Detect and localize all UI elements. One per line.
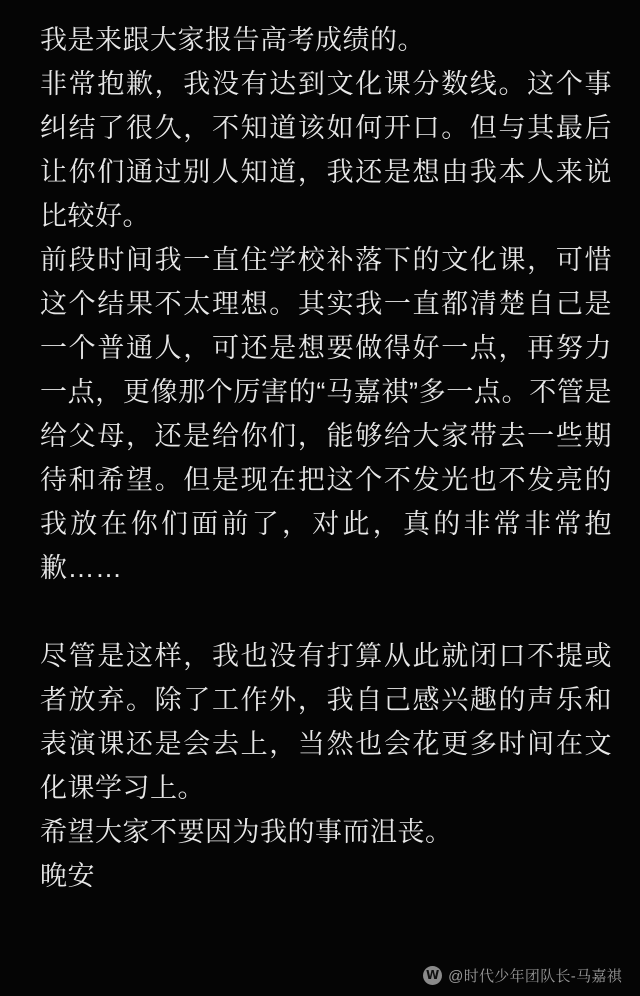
weibo-icon: W — [423, 966, 442, 985]
post-paragraph: 前段时间我一直住学校补落下的文化课，可惜这个结果不太理想。其实我一直都清楚自己是一个普通人，可还是想要做得好一点，再努力一点，更像那个厉害的“马嘉祺”多一点。不管是给父母，还是给你们，能够给大家带去一些期待和希望。但是现在把这个不发光也不发亮的我放在你们面前了，对此，真的非常非常抱歉…… — [40, 245, 612, 583]
post-text-body — [40, 18, 612, 898]
paragraph-spacer — [40, 590, 612, 634]
watermark-handle: @时代少年团队长-马嘉祺 — [448, 968, 622, 985]
watermark — [423, 965, 622, 986]
post-paragraph: 希望大家不要因为我的事而沮丧。 — [40, 817, 453, 847]
post-paragraph: 尽管是这样，我也没有打算从此就闭口不提或者放弃。除了工作外，我自己感兴趣的声乐和表演课还是会去上，当然也会花更多时间在文化课学习上。 — [40, 641, 612, 803]
post-paragraph: 晚安 — [40, 861, 95, 891]
post-paragraph: 我是来跟大家报告高考成绩的。 — [40, 25, 425, 55]
post-paragraph: 非常抱歉，我没有达到文化课分数线。这个事纠结了很久，不知道该如何开口。但与其最后让你们通过别人知道，我还是想由我本人来说比较好。 — [40, 69, 612, 231]
